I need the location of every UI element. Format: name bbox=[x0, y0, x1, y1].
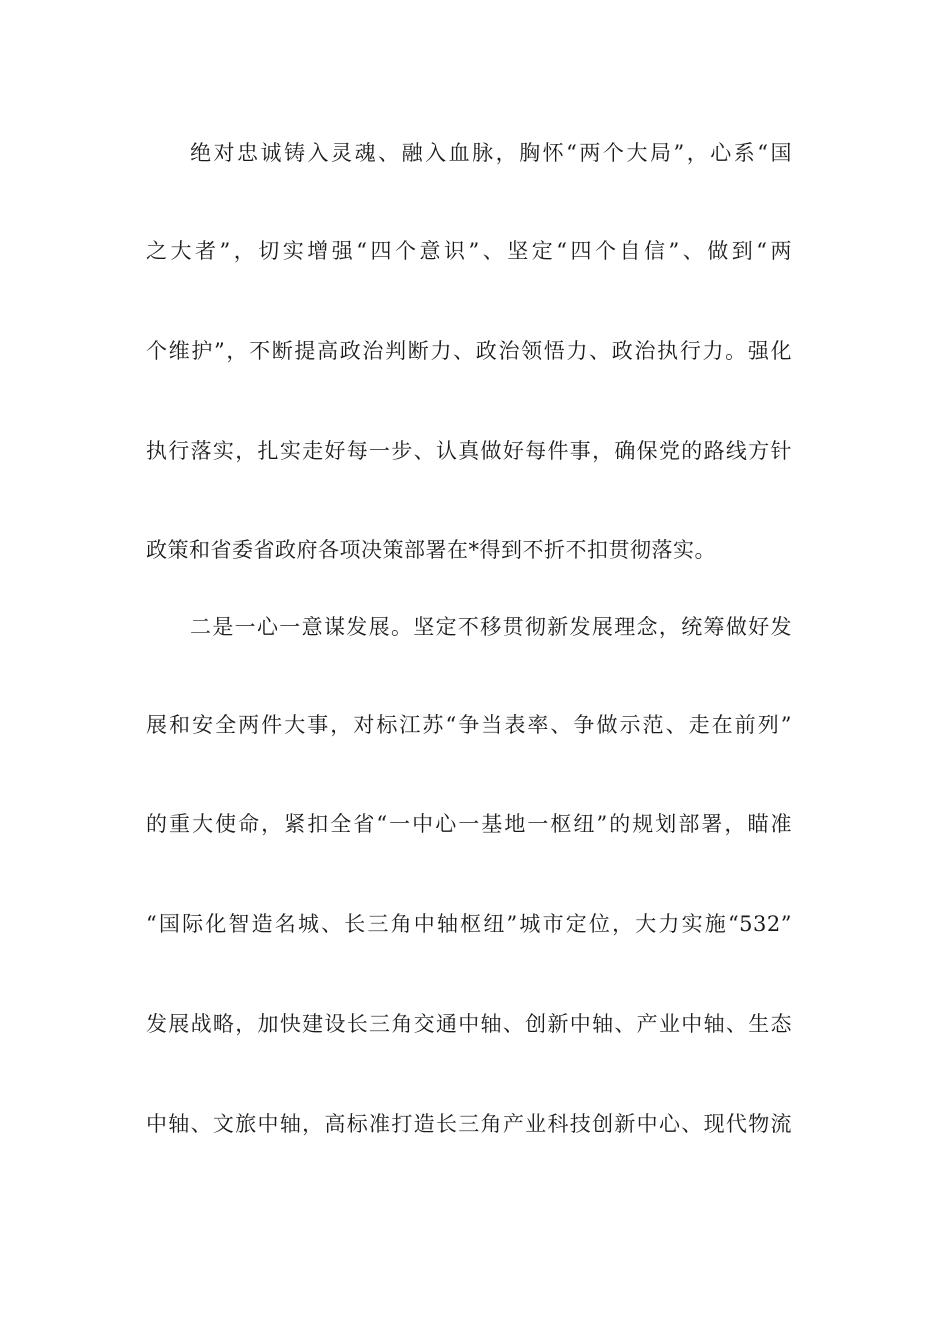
paragraph-line: 绝对忠诚铸入灵魂、融入血脉，胸怀“两个大局”，心系“国 bbox=[190, 141, 792, 165]
paragraph-line: 展和安全两件大事，对标江苏“争当表率、争做示范、走在前列” bbox=[146, 713, 792, 737]
paragraph-line: 二是一心一意谋发展。坚定不移贯彻新发展理念，统筹做好发 bbox=[190, 615, 792, 639]
paragraph-line: 政策和省委省政府各项决策部署在*得到不折不扣贯彻落实。 bbox=[146, 538, 716, 562]
paragraph-line: 中轴、文旅中轴，高标准打造长三角产业科技创新中心、现代物流 bbox=[146, 1112, 792, 1136]
paragraph-line: “国际化智造名城、长三角中轴枢纽”城市定位，大力实施“532” bbox=[146, 912, 792, 936]
paragraph-line: 的重大使命，紧扣全省“一中心一基地一枢纽”的规划部署，瞄准 bbox=[146, 812, 792, 836]
paragraph-line: 之大者”，切实增强“四个意识”、坚定“四个自信”、做到“两 bbox=[146, 239, 792, 263]
paragraph-line: 发展战略，加快建设长三角交通中轴、创新中轴、产业中轴、生态 bbox=[146, 1012, 792, 1036]
paragraph-line: 执行落实，扎实走好每一步、认真做好每件事，确保党的路线方针 bbox=[146, 439, 792, 463]
paragraph-line: 个维护”，不断提高政治判断力、政治领悟力、政治执行力。强化 bbox=[146, 339, 792, 363]
